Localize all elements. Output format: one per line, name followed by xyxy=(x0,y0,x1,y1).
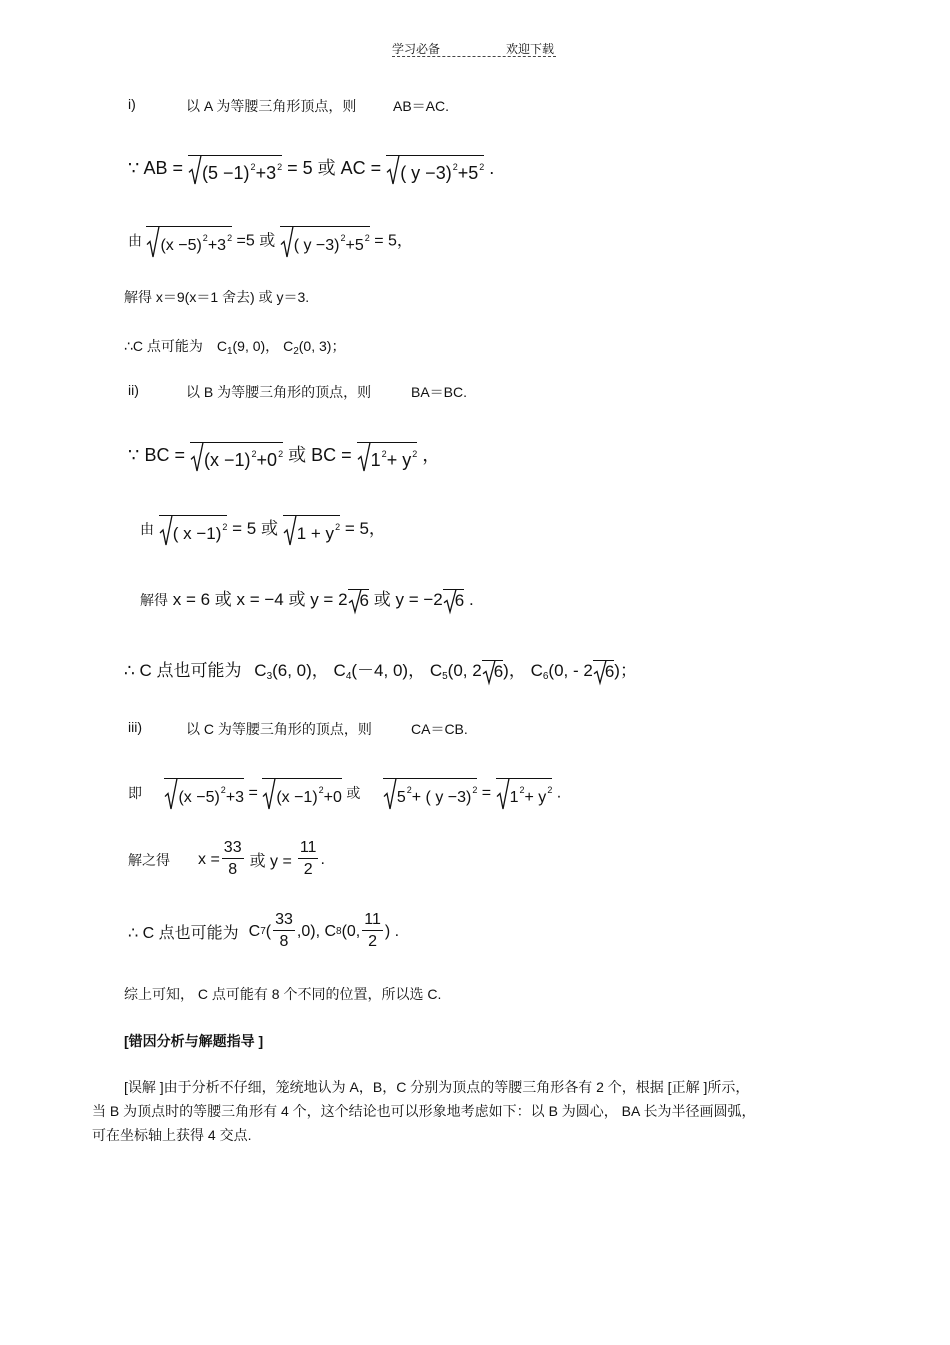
formula-ab-ac: ∵ AB = $(5 -1)^2+3^2 = 5$ 或 AC = ( $y -3)^2+5^2$ . xyxy=(128,154,494,184)
case-ii-text: 以 B 为等腰三角形的顶点，则 xyxy=(186,384,372,400)
fraction-11-2: $\frac{11}{2}$ xyxy=(299,839,317,878)
paragraph-line-1: [误解 ]由于分析不仔细，笼统地认为 A，B，C 分别为顶点的等腰三角形各有 2 个，根据 [正解 ]所示， xyxy=(124,1079,750,1095)
case-iii-text: 以 C 为等腰三角形的顶点，则 xyxy=(186,721,372,737)
formula-solve-1: 由 $(x -5)^2+3^2 =5$ 或 ( $y -3)^2+5^2 = 5$， xyxy=(128,226,413,257)
formula-solve-2: 由 ( x −1)$^2$ = 5 或 $1 + y^2 = 5$， xyxy=(140,514,386,545)
header-left: 学习必备 xyxy=(392,42,441,56)
sqrt-ca-y: $5^2+$ ( y −3)$^2$ xyxy=(383,778,478,809)
case-i-label: i) xyxy=(128,96,136,112)
radical-sign xyxy=(280,226,294,259)
case-ii-equation: BA＝BC. xyxy=(411,384,468,400)
radical-sign xyxy=(262,778,276,811)
radical-sign xyxy=(482,660,496,685)
points-c7-c8: ∴ C 点也可能为 C 7 ( $\frac{33}{8}$ ,0), C 8 (0, $\frac{11}{2}$ ) . xyxy=(128,910,399,953)
case-i-text: 以 A 为等腰三角形顶点，则 xyxy=(186,98,357,114)
paragraph-line-3: 可在坐标轴上获得 4 交点. xyxy=(92,1127,252,1143)
section-heading: [错因分析与解题指导 ] xyxy=(124,1033,264,1049)
sqrt-6-a: 6 xyxy=(348,589,369,612)
fraction-c8: $\frac{11}{2}$ xyxy=(364,911,381,950)
radical-sign xyxy=(443,589,457,614)
sqrt-y3: ( $y -3)^2+5^2$ xyxy=(280,226,370,257)
radical-sign xyxy=(593,660,607,685)
radical-sign xyxy=(146,226,160,259)
sqrt-1y: $1 + y^2$ xyxy=(283,515,340,545)
radical-sign xyxy=(283,515,297,547)
fraction-c7: $\frac{33}{8}$ xyxy=(275,911,293,950)
sqrt-6-c6: 6 xyxy=(593,660,614,683)
sqrt-bc-x: $(x -1)^2+0^2$ xyxy=(190,442,283,471)
conclusion: 综上可知， C 点可能有 8 个不同的位置，所以选 C. xyxy=(124,986,442,1002)
radical-sign xyxy=(188,155,202,186)
case-iii-label: iii) xyxy=(128,719,142,735)
case-iii-equation: CA＝CB. xyxy=(411,721,468,737)
formula-bc: ∵ BC = $(x -1)^2+0^2$ 或 BC = $1^2+ y^2$ ， xyxy=(128,441,440,471)
solution-1: 解得 x＝9(x＝1 舍去) 或 y＝3. xyxy=(124,289,310,305)
solution-3: 解之得 x = $\frac{33}{8}$ 或 y = $\frac{11}{2}$ . xyxy=(128,838,325,881)
radical-sign xyxy=(386,155,400,186)
sqrt-x5: $(x -5)^2+3^2$ xyxy=(146,226,232,257)
sqrt-x1: ( x −1)$^2$ xyxy=(159,515,228,545)
case-i-equation: AB＝AC. xyxy=(393,98,450,114)
sqrt-6-c5: 6 xyxy=(482,660,503,683)
radical-sign xyxy=(496,778,510,811)
case-ii-label: ii) xyxy=(128,382,139,398)
sqrt-ca: $(x -5)^2+3$ xyxy=(164,778,244,809)
paragraph-line-2: 当 B 为顶点时的等腰三角形有 4 个，这个结论也可以形象地考虑如下：以 B 为圆心， BA 长为半径画圆弧， xyxy=(92,1103,756,1119)
radical-sign xyxy=(348,589,362,614)
sqrt-6-b: 6 xyxy=(443,589,464,612)
radical-sign xyxy=(164,778,178,811)
radical-sign xyxy=(190,442,204,473)
radical-sign xyxy=(383,778,397,811)
fraction-33-8: $\frac{33}{8}$ xyxy=(223,839,242,878)
points-c3-c6: ∴ C 点也可能为 $C_3(6$, 0)， $C_4(-4$, 0)， $C_5(0$, 2 6)， $C_6(0$, - 2 6)； xyxy=(124,656,637,683)
header-right: 欢迎下载 xyxy=(506,42,555,56)
sqrt-cb: $(x -1)^2+0$ xyxy=(262,778,342,809)
header-divider xyxy=(392,56,556,57)
formula-ca-cb: 即 $(x -5)^2+3$ = $(x -1)^2+0$ 或 $5^2+$ ( y −3)$^2$ = $1^2+ y^2$ . xyxy=(128,778,561,809)
solution-2: 解得 x = 6 或 x = −4 或 y = 2 6 或 y = −2 6 . xyxy=(140,585,474,612)
sqrt-cb-y: $1^2+ y^2$ xyxy=(496,778,553,809)
points-c1-c2: ∴C 点可能为 $C_1(9$, 0)， $C_2(0$, 3)； xyxy=(124,338,346,357)
radical-sign xyxy=(159,515,173,547)
sqrt-bc-y: $1^2+ y^2$ xyxy=(357,442,418,471)
sqrt-ac: ( $y -3)^2+5^2$ xyxy=(386,155,484,184)
sqrt-ab: $(5 -1)^2+3^2$ xyxy=(188,155,282,184)
radical-sign xyxy=(357,442,371,473)
